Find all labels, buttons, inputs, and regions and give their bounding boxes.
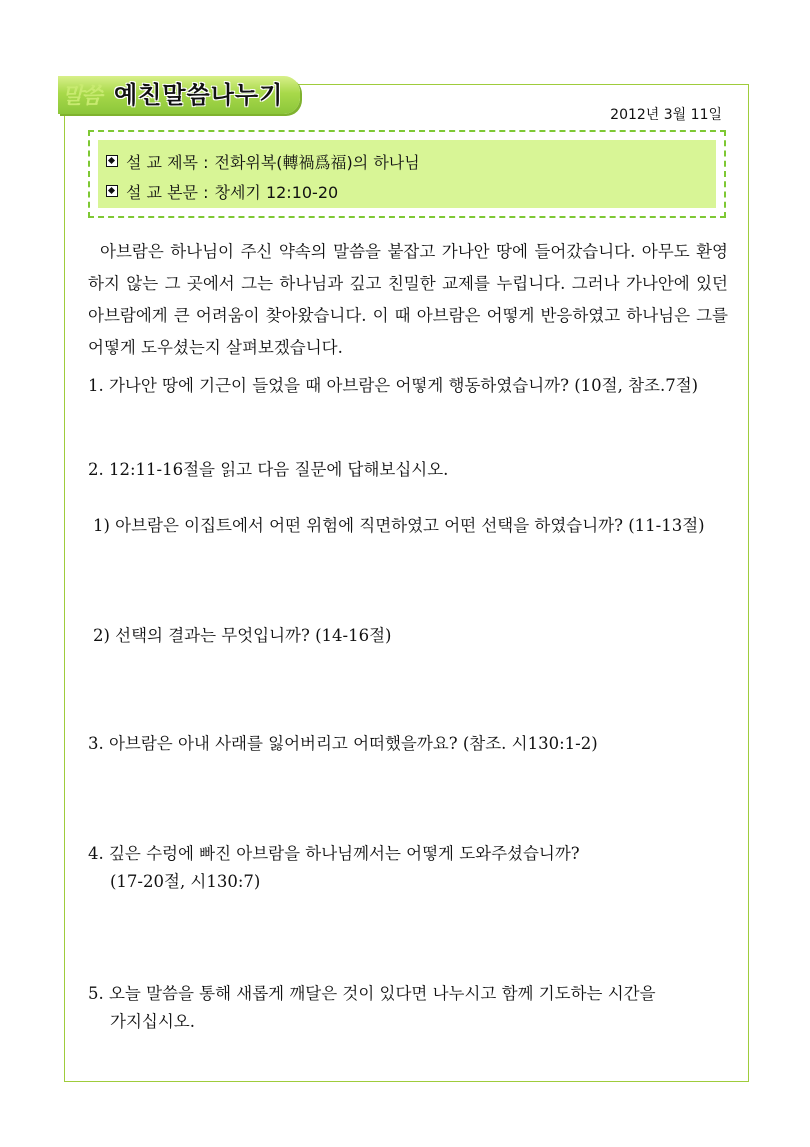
sermon-info-box [88,130,726,218]
question-1: 1. 가나안 땅에 기근이 들었을 때 아브람은 어떻게 행동하였습니까? (10절, 참조.7절) [88,376,699,395]
sermon-info-inner [98,140,716,208]
page-title: 예친말씀나누기 [114,81,284,109]
date: 2012년 3월 11일 [610,107,722,123]
question-5-continued: 가지십시오. [110,1012,195,1031]
bullet-icon [106,185,118,197]
question-4: 4. 깊은 수렁에 빠진 아브람을 하나님께서는 어떻게 도와주셨습니까? [88,844,580,863]
question-4-reference: (17-20절, 시130:7) [110,872,261,891]
sermon-title-value: 전화위복(轉禍爲福)의 하나님 [214,152,420,172]
sermon-title-line [106,146,708,176]
sermon-text-label: 설 교 본문 : [126,182,209,202]
question-5: 5. 오늘 말씀을 통해 새롭게 깨달은 것이 있다면 나누시고 함께 기도하는 시간을 [88,984,656,1003]
question-3: 3. 아브람은 아내 사래를 잃어버리고 어떠했을까요? (참조. 시130:1-2) [88,734,598,753]
question-2-2: 2) 선택의 결과는 무엇입니까? (14-16절) [93,626,392,645]
logo: 말씀 [62,84,101,109]
intro-paragraph: 아브람은 하나님이 주신 약속의 말씀을 붙잡고 가나안 땅에 들어갔습니다. 아무도 환영하지 않는 그 곳에서 그는 하나님과 깊고 친밀한 교제를 누립니다. 그러나 가나안에 있던 아브람에게 큰 어려움이 찾아왔습니다. 이 때 아브람은 어떻게 반응하였고 하나님은 그를 어떻게 도우셨는지 살펴보겠습니다. [88,242,728,357]
sermon-title-label: 설 교 제목 : [126,152,209,172]
sermon-text-line [106,176,708,206]
question-2: 2. 12:11-16절을 읽고 다음 질문에 답해보십시오. [88,460,449,479]
bullet-icon [106,155,118,167]
sermon-text-value: 창세기 12:10-20 [214,182,339,202]
page-border [64,84,749,1082]
question-2-1: 1) 아브람은 이집트에서 어떤 위험에 직면하였고 어떤 선택을 하였습니까? (11-13절) [93,516,705,535]
